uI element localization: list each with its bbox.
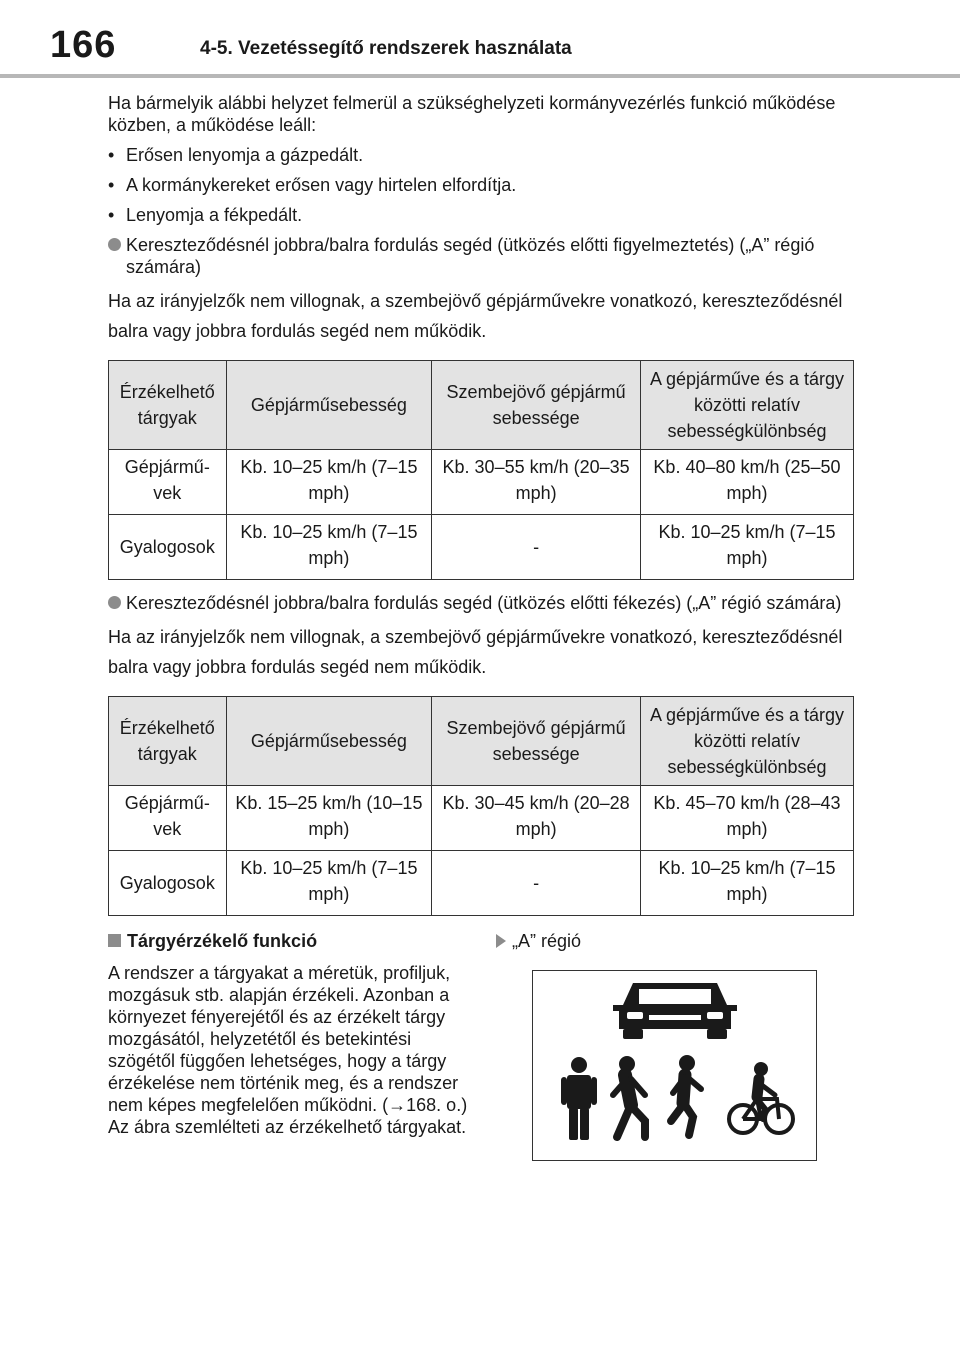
- table-cell: Gépjárművek: [109, 786, 227, 851]
- table-header-cell: A gépjárműve és a tárgy közötti relatív sebességkülönbség: [641, 697, 854, 786]
- table-cell: Kb. 10–25 km/h (7–15 mph): [226, 851, 432, 916]
- table-cell: -: [432, 851, 641, 916]
- header-divider: [0, 74, 960, 78]
- speed-table-braking: [108, 696, 854, 916]
- table-header-cell: Szembejövő gépjármű sebessége: [432, 697, 641, 786]
- subsection-heading-text: Tárgyérzékelő funkció: [127, 931, 318, 951]
- section-title: 4-5. Vezetéssegítő rendszerek használata: [200, 38, 572, 59]
- table-header-cell: A gépjárműve és a tárgy közötti relatív sebességkülönbség: [641, 361, 854, 450]
- table-cell: Kb. 45–70 km/h (28–43 mph): [641, 786, 854, 851]
- table-cell: Kb. 10–25 km/h (7–15 mph): [226, 515, 432, 580]
- object-detection-text-column: [108, 930, 470, 1138]
- region-label: [496, 930, 854, 952]
- section1-text: Ha az irányjelzők nem villognak, a szembejövő gépjárművekre vonatkozó, kereszteződésnél balra vagy jobbra fordulás segéd nem működik.: [108, 291, 843, 341]
- gray-circle-icon: [108, 238, 121, 251]
- table-cell: Gyalogosok: [109, 515, 227, 580]
- list-item: [108, 174, 854, 196]
- gray-square-icon: [108, 934, 121, 947]
- table-header-cell: Gépjárműsebesség: [226, 361, 432, 450]
- cyclist-icon: [729, 1062, 793, 1133]
- gray-triangle-icon: [496, 934, 506, 948]
- list-item: [108, 144, 854, 166]
- object-detection-text-2: Az ábra szemlélteti az érzékelhető tárgyakat.: [108, 1117, 467, 1137]
- page-number: 166: [50, 24, 117, 66]
- standing-person-icon: [561, 1057, 597, 1140]
- table-row: [109, 450, 854, 515]
- intro-text: Ha bármelyik alábbi helyzet felmerül a szükséghelyzeti kormányvezérlés funkció működése közben, a működése leáll:: [108, 93, 836, 135]
- list-item-text: Erősen lenyomja a gázpedált.: [126, 145, 364, 165]
- table-row: [109, 851, 854, 916]
- table-cell: Gyalogosok: [109, 851, 227, 916]
- detectable-objects-figure: [532, 970, 817, 1161]
- section2-heading-text: Kereszteződésnél jobbra/balra fordulás segéd (ütközés előtti fékezés) („A” régió számára): [126, 593, 842, 613]
- car-icon: [613, 983, 737, 1039]
- speed-table-warning: [108, 360, 854, 580]
- table-header-row: [109, 361, 854, 450]
- table-cell: Kb. 30–45 km/h (20–28 mph): [432, 786, 641, 851]
- table-row: [109, 786, 854, 851]
- subsection-heading: [108, 930, 470, 952]
- main-content: [108, 92, 854, 928]
- table-cell: Kb. 10–25 km/h (7–15 mph): [641, 851, 854, 916]
- list-item-text: Lenyomja a fékpedált.: [126, 205, 303, 225]
- object-detection-text: A rendszer a tárgyakat a méretük, profiljuk, mozgásuk stb. alapján érzékeli. Azonban a környezet fényerejétől és az érzékelt tárgy mozgásától, helyzetétől és betekintési szögétől függően lehetséges, hogy a tárgy érzékelése nem történik meg, és a rendszer nem képes megfelelően működni. (→168. o.): [108, 963, 468, 1115]
- section1-heading: [108, 234, 854, 278]
- section1-heading-text: Kereszteződésnél jobbra/balra fordulás segéd (ütközés előtti figyelmeztetés) („A” régió számára): [126, 235, 815, 277]
- table-header-cell: Érzékelhető tárgyak: [109, 361, 227, 450]
- list-item-text: A kormánykereket erősen vagy hirtelen elfordítja.: [126, 175, 517, 195]
- table-cell: Kb. 40–80 km/h (25–50 mph): [641, 450, 854, 515]
- table-row: [109, 515, 854, 580]
- table-header-cell: Érzékelhető tárgyak: [109, 697, 227, 786]
- table-cell: Kb. 30–55 km/h (20–35 mph): [432, 450, 641, 515]
- table-cell: -: [432, 515, 641, 580]
- table-header-cell: Gépjárműsebesség: [226, 697, 432, 786]
- page-header: [0, 0, 960, 74]
- detectable-objects-illustration: [533, 971, 816, 1160]
- table-cell: Kb. 15–25 km/h (10–15 mph): [226, 786, 432, 851]
- table-cell: Kb. 10–25 km/h (7–15 mph): [226, 450, 432, 515]
- section2-text: Ha az irányjelzők nem villognak, a szembejövő gépjárművekre vonatkozó, kereszteződésnél balra vagy jobbra fordulás segéd nem működik.: [108, 627, 843, 677]
- table-header-row: [109, 697, 854, 786]
- table-cell: Kb. 10–25 km/h (7–15 mph): [641, 515, 854, 580]
- running-person-icon: [671, 1055, 701, 1135]
- region-label-text: „A” régió: [512, 931, 582, 951]
- section2-heading: [108, 592, 854, 614]
- table-cell: Gépjárművek: [109, 450, 227, 515]
- table-header-cell: Szembejövő gépjármű sebessége: [432, 361, 641, 450]
- list-item: [108, 204, 854, 226]
- gray-circle-icon: [108, 596, 121, 609]
- figure-column: [496, 930, 854, 952]
- walking-person-icon: [613, 1056, 645, 1137]
